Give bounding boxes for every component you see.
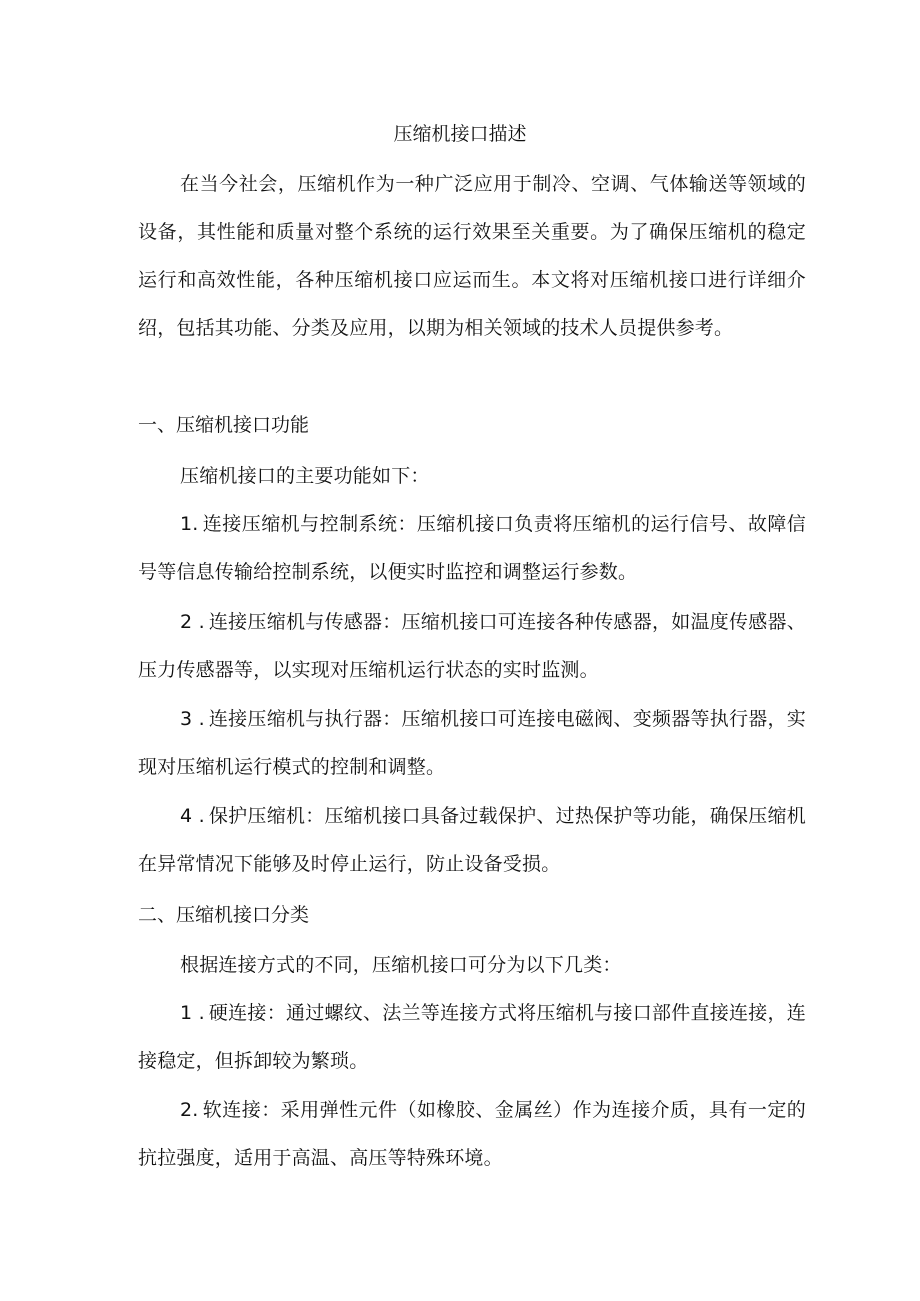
item-number: 2. — [180, 1099, 199, 1121]
section1-item-2 — [138, 598, 806, 694]
section2-lead: 根据连接方式的不同，压缩机接口可分为以下几类： — [180, 954, 622, 976]
item-number: 4 . — [180, 805, 205, 827]
section2-item-2 — [138, 1086, 806, 1182]
item-number: 2 . — [180, 611, 205, 633]
section1-item-4 — [138, 792, 806, 888]
item-text: 连接压缩机与控制系统：压缩机接口负责将压缩机的运行信号、故障信号等信息传输给控制系统，以便实时监控和调整运行参数。 — [138, 513, 806, 583]
item-number: 3 . — [180, 708, 205, 730]
document-title: 压缩机接口描述 — [393, 123, 527, 145]
item-text: 保护压缩机：压缩机接口具备过载保护、过热保护等功能，确保压缩机在异常情况下能够及时停止运行，防止设备受损。 — [138, 805, 806, 875]
item-number: 1 . — [180, 1002, 205, 1024]
section2-heading: 二、压缩机接口分类 — [138, 904, 310, 926]
item-number: 1. — [180, 513, 199, 535]
section2-item-1 — [138, 989, 806, 1085]
section1-item-1 — [138, 500, 806, 596]
section1-heading: 一、压缩机接口功能 — [138, 414, 310, 436]
item-text: 软连接：采用弹性元件（如橡胶、金属丝）作为连接介质，具有一定的抗拉强度，适用于高温、高压等特殊环境。 — [138, 1099, 806, 1169]
item-text: 硬连接：通过螺纹、法兰等连接方式将压缩机与接口部件直接连接，连接稳定，但拆卸较为繁琐。 — [138, 1002, 806, 1072]
section1-item-3 — [138, 695, 806, 791]
item-text: 连接压缩机与传感器：压缩机接口可连接各种传感器，如温度传感器、压力传感器等，以实现对压缩机运行状态的实时监测。 — [138, 611, 806, 681]
intro-paragraph: 在当今社会，压缩机作为一种广泛应用于制冷、空调、气体输送等领域的设备，其性能和质量对整个系统的运行效果至关重要。为了确保压缩机的稳定运行和高效性能，各种压缩机接口应运而生。本文将对压缩机接口进行详细介绍，包括其功能、分类及应用，以期为相关领域的技术人员提供参考。 — [138, 173, 806, 339]
item-text: 连接压缩机与执行器：压缩机接口可连接电磁阀、变频器等执行器，实现对压缩机运行模式的控制和调整。 — [138, 708, 806, 778]
section1-lead: 压缩机接口的主要功能如下： — [180, 465, 430, 487]
